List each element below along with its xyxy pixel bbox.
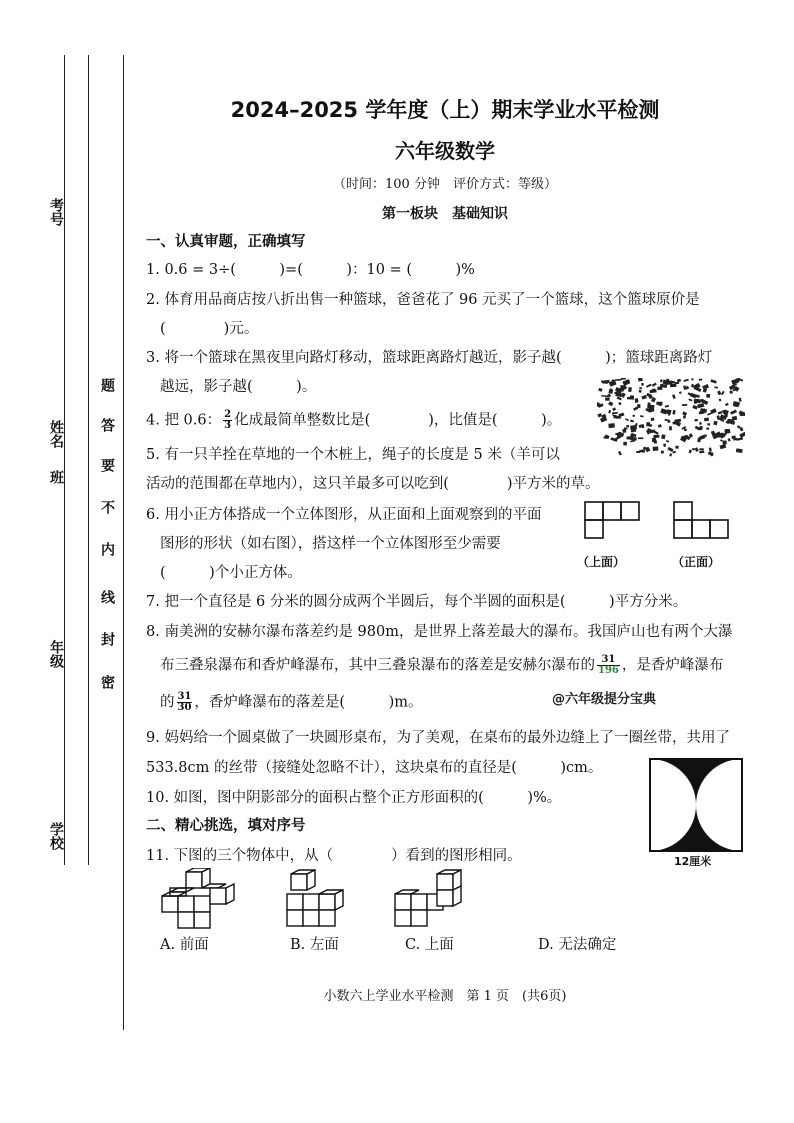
noise-mark — [642, 395, 647, 399]
noise-mark — [597, 413, 602, 417]
noise-mark — [601, 395, 608, 397]
noise-mark — [657, 386, 662, 390]
noise-mark — [717, 391, 721, 396]
noise-mark — [646, 384, 652, 388]
noise-mark — [608, 423, 615, 428]
noise-mark — [710, 379, 716, 383]
noise-mark — [724, 429, 730, 434]
noise-mark — [646, 422, 650, 426]
exam-no-label: 考号 — [48, 198, 64, 226]
noise-mark — [640, 415, 644, 417]
noise-mark — [699, 422, 702, 425]
q4-fraction — [223, 410, 232, 431]
noise-mark — [713, 421, 717, 426]
noise-mark — [628, 387, 632, 392]
noise-mark — [653, 446, 659, 451]
watermark-text: @六年级提分宝典 — [552, 692, 657, 707]
noise-mark — [618, 451, 622, 456]
page-subtitle: 六年级数学 — [395, 139, 495, 163]
question-2-line2: ( )元。 — [160, 321, 259, 337]
noise-mark — [625, 418, 629, 421]
noise-mark — [699, 378, 702, 380]
school-label: 学校 — [48, 822, 64, 850]
seal-char: 题 — [99, 378, 115, 392]
noise-mark — [704, 418, 709, 422]
q8-line2-text: 布三叠泉瀑布和香炉峰瀑布，其中三叠泉瀑布的落差是安赫尔瀑布的 — [160, 657, 595, 674]
question-5-line2: 活动的范围都在草地内），这只羊最多可以吃到( )平方米的草。 — [146, 476, 600, 492]
seal-char: 线 — [99, 590, 115, 604]
binding-line-3 — [123, 55, 124, 1030]
noise-mark — [732, 435, 736, 439]
noise-mark — [666, 409, 671, 414]
noise-mark — [617, 397, 622, 401]
question-5-line1: 5. 有一只羊拴在草地的一个木桩上，绳子的长度是 5 米（羊可以 — [146, 447, 560, 463]
noise-mark — [618, 402, 621, 405]
noise-mark — [672, 451, 676, 454]
q8-line2-post: ，是香炉峰瀑布 — [621, 657, 724, 674]
noise-mark — [661, 434, 666, 439]
noise-mark — [706, 427, 709, 429]
noise-mark — [632, 415, 635, 417]
question-3-line1: 3. 将一个篮球在黑夜里向路灯移动，篮球距离路灯越近，影子越( )；篮球距离路灯 — [146, 350, 713, 366]
seal-char: 内 — [99, 542, 115, 556]
noise-mark — [683, 385, 686, 389]
noise-mark — [697, 438, 701, 443]
noise-mark — [630, 420, 634, 423]
noise-mark — [709, 448, 712, 452]
noise-mark — [739, 398, 742, 402]
noise-mark — [704, 435, 707, 437]
q10-side-label: 12厘米 — [674, 855, 712, 868]
noise-mark — [699, 448, 703, 450]
noise-mark — [684, 379, 689, 382]
option-d[interactable]: D. 无法确定 — [538, 937, 617, 953]
noise-mark — [626, 425, 629, 428]
noise-mark — [697, 403, 704, 408]
qr-noise-image — [597, 378, 745, 458]
option-a[interactable]: A. 前面 — [160, 937, 209, 953]
q8-frac1-den: 196 — [598, 665, 619, 676]
noise-mark — [692, 448, 695, 451]
noise-mark — [652, 383, 657, 387]
noise-mark — [682, 404, 687, 406]
noise-mark — [694, 399, 700, 403]
front-view-diagram — [672, 500, 732, 542]
noise-mark — [651, 417, 655, 421]
noise-mark — [721, 391, 725, 395]
noise-mark — [637, 404, 640, 408]
object-c-cubes — [393, 868, 473, 930]
seal-char: 密 — [99, 675, 115, 689]
q10-square-diagram — [648, 757, 744, 853]
noise-mark — [739, 432, 745, 438]
q4-frac-num: 2 — [224, 409, 232, 420]
noise-mark — [666, 440, 669, 442]
option-b[interactable]: B. 左面 — [290, 937, 339, 953]
noise-mark — [633, 427, 636, 432]
noise-mark — [714, 386, 718, 388]
question-4 — [146, 410, 561, 431]
binding-line-1 — [64, 55, 65, 865]
question-1: 1. 0.6 = 3÷( )=( )：10 = ( )% — [146, 262, 475, 278]
noise-mark — [612, 412, 618, 414]
noise-mark — [707, 412, 712, 415]
noise-mark — [695, 447, 699, 452]
noise-mark — [613, 415, 619, 419]
grade-label: 年级 — [48, 640, 64, 668]
noise-mark — [708, 452, 714, 456]
question-6-line3: ( )个小正方体。 — [160, 565, 302, 581]
noise-mark — [699, 450, 704, 453]
noise-mark — [641, 383, 643, 386]
noise-mark — [707, 423, 710, 426]
q4-suffix: 化成最简单整数比是( )，比值是( )。 — [234, 412, 562, 429]
q8-fraction-2 — [177, 692, 193, 713]
noise-mark — [638, 378, 643, 382]
seal-char: 不 — [99, 500, 115, 514]
noise-mark — [653, 435, 659, 438]
question-6-line1: 6. 用小正方体搭成一个立体图形，从正面和上面观察到的平面 — [146, 507, 542, 523]
noise-mark — [691, 378, 693, 380]
name-label: 姓名 — [48, 420, 64, 448]
exam-meta: （时间：100 分钟 评价方式：等级） — [333, 177, 557, 192]
q8-line3-post: ，香炉峰瀑布的落差是( )m。 — [194, 694, 423, 711]
noise-mark — [730, 410, 737, 415]
noise-mark — [639, 387, 642, 389]
q8-line3-pre: 的 — [160, 694, 175, 711]
noise-mark — [609, 380, 617, 386]
noise-mark — [684, 428, 687, 431]
noise-mark — [677, 379, 681, 383]
noise-mark — [682, 411, 687, 415]
question-8-line2 — [160, 655, 723, 676]
noise-mark — [718, 411, 723, 414]
noise-mark — [627, 436, 632, 439]
page-footer: 小数六上学业水平检测 第 1 页 (共6页) — [323, 989, 567, 1004]
noise-mark — [669, 426, 672, 430]
noise-mark — [660, 379, 663, 382]
noise-mark — [723, 440, 727, 444]
noise-mark — [598, 388, 602, 392]
noise-mark — [661, 451, 664, 454]
noise-mark — [608, 410, 611, 414]
noise-mark — [639, 390, 642, 393]
noise-mark — [732, 416, 738, 421]
noise-mark — [632, 439, 635, 442]
top-view-label: （上面） — [577, 555, 626, 569]
noise-mark — [675, 382, 679, 384]
noise-mark — [741, 379, 743, 381]
q4-prefix: 4. 把 0.6： — [146, 412, 222, 429]
noise-mark — [706, 394, 710, 398]
part2-heading: 二、精心挑选，填对序号 — [146, 818, 306, 834]
noise-mark — [688, 398, 692, 401]
noise-mark — [720, 439, 723, 442]
noise-mark — [635, 398, 639, 402]
noise-mark — [608, 401, 613, 406]
noise-mark — [636, 451, 640, 453]
noise-mark — [675, 446, 679, 449]
noise-mark — [664, 419, 670, 422]
question-10: 10. 如图，图中阴影部分的面积占整个正方形面积的( )%。 — [146, 790, 562, 806]
noise-mark — [660, 408, 667, 414]
section-block: 第一板块 基础知识 — [382, 206, 508, 222]
noise-mark — [736, 437, 743, 441]
seal-char: 答 — [99, 418, 115, 432]
q4-frac-den: 3 — [224, 420, 232, 431]
noise-mark — [623, 442, 627, 446]
front-view-label: （正面） — [672, 555, 721, 569]
noise-mark — [612, 407, 616, 411]
noise-mark — [736, 378, 741, 382]
question-7: 7. 把一个直径是 6 分米的圆分成两个半圆后，每个半圆的面积是( )平方分米。 — [146, 594, 688, 610]
noise-mark — [679, 391, 682, 394]
noise-mark — [604, 436, 609, 438]
noise-mark — [650, 389, 657, 393]
noise-mark — [638, 437, 643, 439]
noise-mark — [615, 379, 621, 381]
question-11: 11. 下图的三个物体中，从（ ）看到的图形相同。 — [146, 848, 522, 864]
noise-mark — [605, 398, 610, 401]
noise-mark — [728, 438, 731, 442]
noise-mark — [665, 405, 669, 408]
noise-mark — [683, 416, 686, 419]
noise-mark — [666, 379, 669, 383]
part1-heading: 一、认真审题，正确填写 — [146, 234, 306, 250]
noise-mark — [719, 398, 722, 401]
noise-mark — [720, 444, 727, 449]
object-b-cubes — [285, 868, 355, 930]
noise-mark — [621, 378, 626, 380]
page-title: 2024–2025 学年度（上）期末学业水平检测 — [230, 98, 660, 122]
noise-mark — [672, 410, 675, 415]
q8-frac2-num: 31 — [177, 691, 192, 702]
noise-mark — [725, 403, 729, 406]
noise-mark — [736, 448, 743, 453]
noise-mark — [702, 384, 709, 390]
question-6-line2: 图形的形状（如右图），搭这样一个立体图形至少需要 — [160, 536, 501, 552]
question-9-line2: 533.8cm 的丝带（接缝处忽略不计），这块桌布的直径是( )cm。 — [146, 760, 603, 776]
question-9-line1: 9. 妈妈给一个圆桌做了一块圆形桌布，为了美观，在桌布的最外边缝上了一圈丝带，共用了 — [146, 730, 730, 746]
seal-char: 要 — [99, 458, 115, 472]
top-view-diagram — [583, 500, 643, 542]
noise-mark — [602, 380, 609, 384]
question-3-line2: 越远，影子越( )。 — [160, 379, 317, 395]
class-label: 班 — [48, 470, 64, 484]
noise-mark — [730, 390, 733, 393]
option-c[interactable]: C. 上面 — [405, 937, 454, 953]
question-8-line1: 8. 南美洲的安赫尔瀑布落差约是 980m，是世界上落差最大的瀑布。我国庐山也有两个大瀑 — [146, 624, 733, 640]
noise-mark — [669, 453, 672, 457]
noise-mark — [694, 419, 697, 422]
noise-mark — [663, 444, 666, 447]
q8-fraction-1 — [597, 655, 620, 676]
question-2-line1: 2. 体育用品商店按八折出售一种篮球，爸爸花了 96 元买了一个篮球，这个篮球原价是 — [146, 292, 700, 308]
binding-line-2 — [88, 55, 89, 865]
q8-frac1-num: 31 — [597, 655, 620, 666]
noise-mark — [689, 449, 692, 453]
noise-mark — [692, 405, 697, 409]
noise-mark — [672, 394, 676, 399]
seal-char: 封 — [99, 632, 115, 646]
question-8-line3 — [160, 692, 422, 713]
q8-frac2-den: 30 — [177, 702, 192, 713]
noise-mark — [667, 447, 673, 452]
object-a-cubes — [160, 868, 240, 930]
noise-mark — [658, 424, 662, 428]
